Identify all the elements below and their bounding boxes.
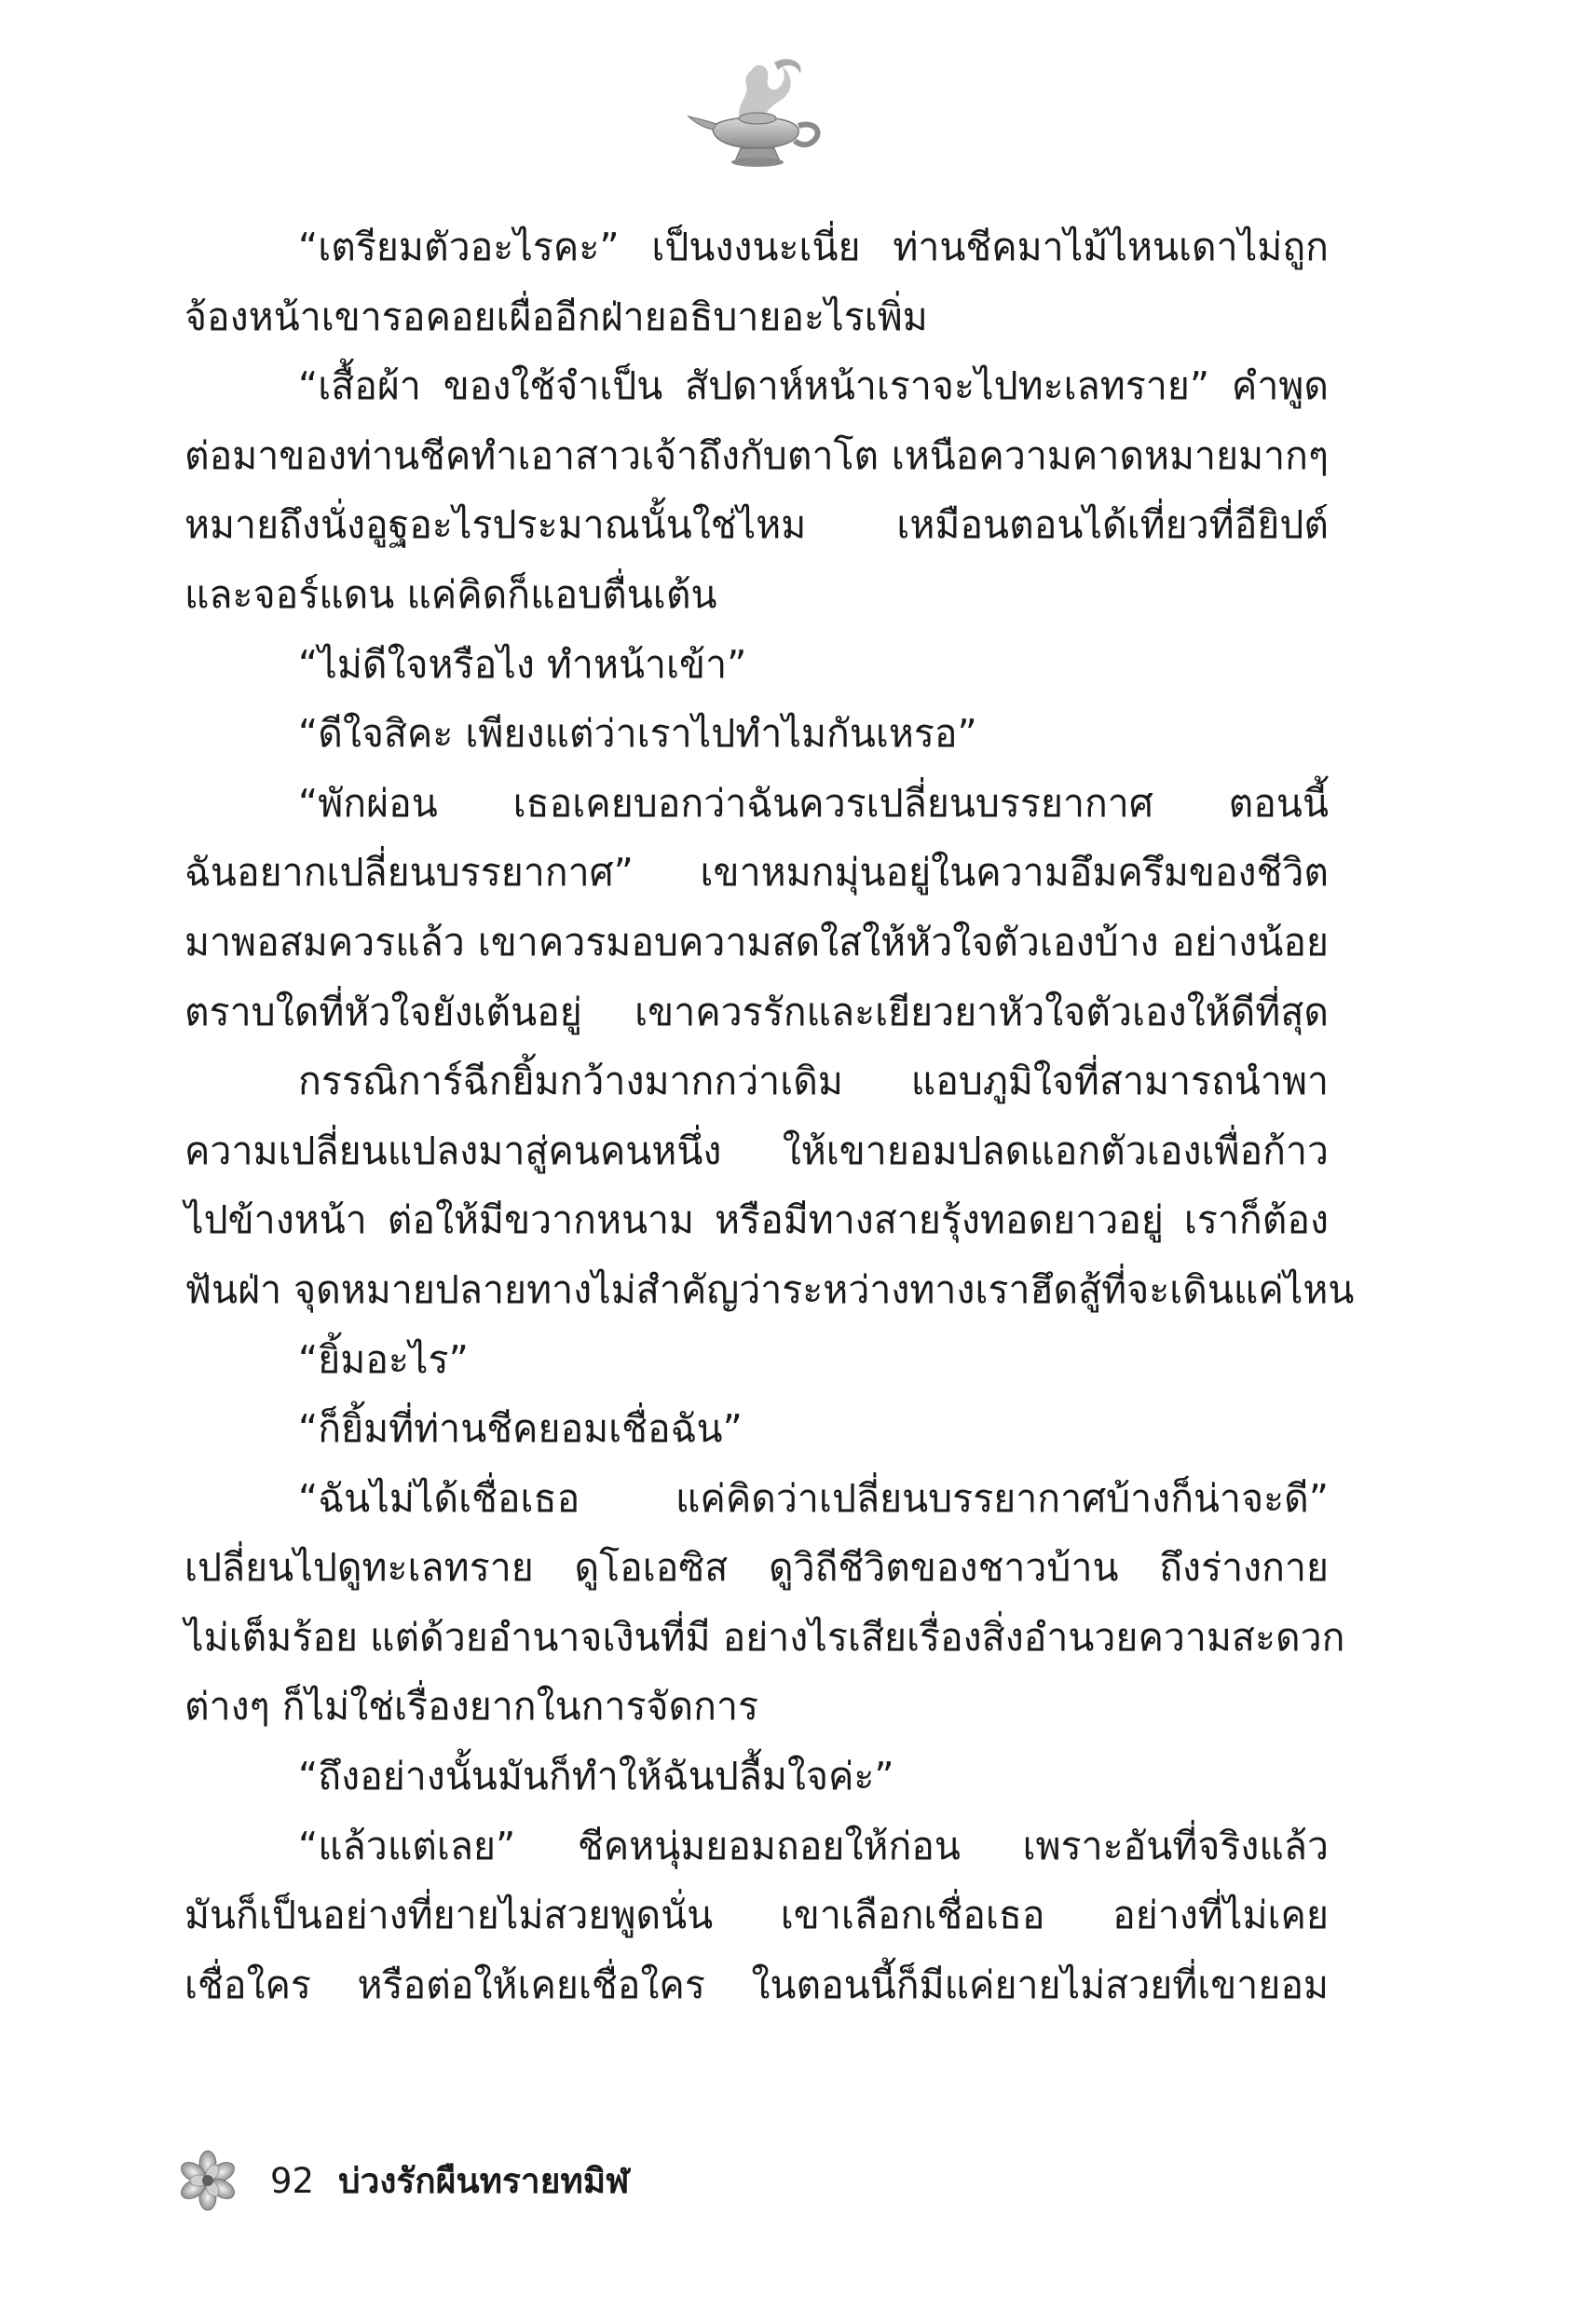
paragraph-line: “เตรียมตัวอะไรคะ” เป็นงงนะเนี่ย ท่านชีคมาไม้ไหนเดาไม่ถูก [298,225,1329,269]
paragraph-line: “ฉันไม่ได้เชื่อเธอ แค่คิดว่าเปลี่ยนบรรยากาศบ้างก็น่าจะดี” [298,1475,1329,1521]
flower-icon [177,2150,239,2211]
genie-lamp-icon [685,51,834,172]
paragraph-line: ต่อมาของท่านชีคทำเอาสาวเจ้าถึงกับตาโต เหนือความคาดหมายมากๆ [184,432,1329,478]
paragraph-line: “ก็ยิ้มที่ท่านชีคยอมเชื่อฉัน” [298,1406,743,1452]
paragraph-line: กรรณิการ์ฉีกยิ้มกว้างมากกว่าเดิม แอบภูมิใจที่สามารถนำพา [298,1059,1329,1104]
paragraph-line: “เสื้อผ้า ของใช้จำเป็น สัปดาห์หน้าเราจะไปทะเลทราย” คำพูด [298,363,1329,409]
paragraph-line: “ดีใจสิคะ เพียงแต่ว่าเราไปทำไมกันเหรอ” [298,711,977,757]
paragraph-line: “แล้วแต่เลย” ชีคหนุ่มยอมถอยให้ก่อน เพราะอันที่จริงแล้ว [298,1823,1329,1868]
paragraph-line: ไม่เต็มร้อย แต่ด้วยอำนาจเงินที่มี อย่างไรเสียเรื่องสิ่งอำนวยความสะดวก [184,1614,1345,1660]
paragraph-line: เชื่อใคร หรือต่อให้เคยเชื่อใคร ในตอนนี้ก็มีแค่ยายไม่สวยที่เขายอม [184,1962,1329,2007]
paragraph-line: เปลี่ยนไปดูทะเลทราย ดูโอเอซิส ดูวิถีชีวิตของชาวบ้าน ถึงร่างกาย [184,1545,1329,1591]
paragraph-line: ต่างๆ ก็ไม่ใช่เรื่องยากในการจัดการ [184,1684,759,1730]
paragraph-line: มันก็เป็นอย่างที่ยายไม่สวยพูดนั่น เขาเลือกเชื่อเธอ อย่างที่ไม่เคย [184,1893,1329,1938]
paragraph-line: ฉันอยากเปลี่ยนบรรยากาศ” เขาหมกมุ่นอยู่ในความอึมครึมของชีวิต [184,850,1329,896]
paragraph-line: จ้องหน้าเขารอคอยเผื่ออีกฝ่ายอธิบายอะไรเพิ่ม [184,294,928,339]
paragraph-line: “ยิ้มอะไร” [298,1336,469,1382]
page-number: 92 [270,2160,315,2201]
page-footer [177,2143,629,2218]
paragraph-line: หมายถึงนั่งอูฐอะไรประมาณนั้นใช่ไหม เหมือนตอนได้เที่ยวที่อียิปต์ [184,502,1329,548]
book-title: บ่วงรักผืนทรายทมิฬ [338,2160,630,2201]
paragraph-line: ไปข้างหน้า ต่อให้มีขวากหนาม หรือมีทางสายรุ้งทอดยาวอยู่ เราก็ต้อง [184,1197,1329,1243]
paragraph-line: มาพอสมควรแล้ว เขาควรมอบความสดใสให้หัวใจตัวเองบ้าง อย่างน้อย [184,919,1329,964]
paragraph-line: “พักผ่อน เธอเคยบอกว่าฉันควรเปลี่ยนบรรยากาศ ตอนนี้ [298,780,1329,826]
paragraph-line: “ถึงอย่างนั้นมันก็ทำให้ฉันปลื้มใจค่ะ” [298,1754,894,1799]
body-text [184,212,1355,2019]
paragraph-line: ความเปลี่ยนแปลงมาสู่คนคนหนึ่ง ให้เขายอมปลดแอกตัวเองเพื่อก้าว [184,1128,1329,1173]
paragraph-line: ตราบใดที่หัวใจยังเต้นอยู่ เขาควรรักและเยียวยาหัวใจตัวเองให้ดีที่สุด [184,989,1329,1034]
paragraph-line: ฟันฝ่า จุดหมายปลายทางไม่สำคัญว่าระหว่างทางเราฮึดสู้ที่จะเดินแค่ไหน [184,1266,1355,1312]
paragraph-line: “ไม่ดีใจหรือไง ทำหน้าเข้า” [298,641,747,687]
paragraph-line: และจอร์แดน แค่คิดก็แอบตื่นเต้น [184,571,717,617]
